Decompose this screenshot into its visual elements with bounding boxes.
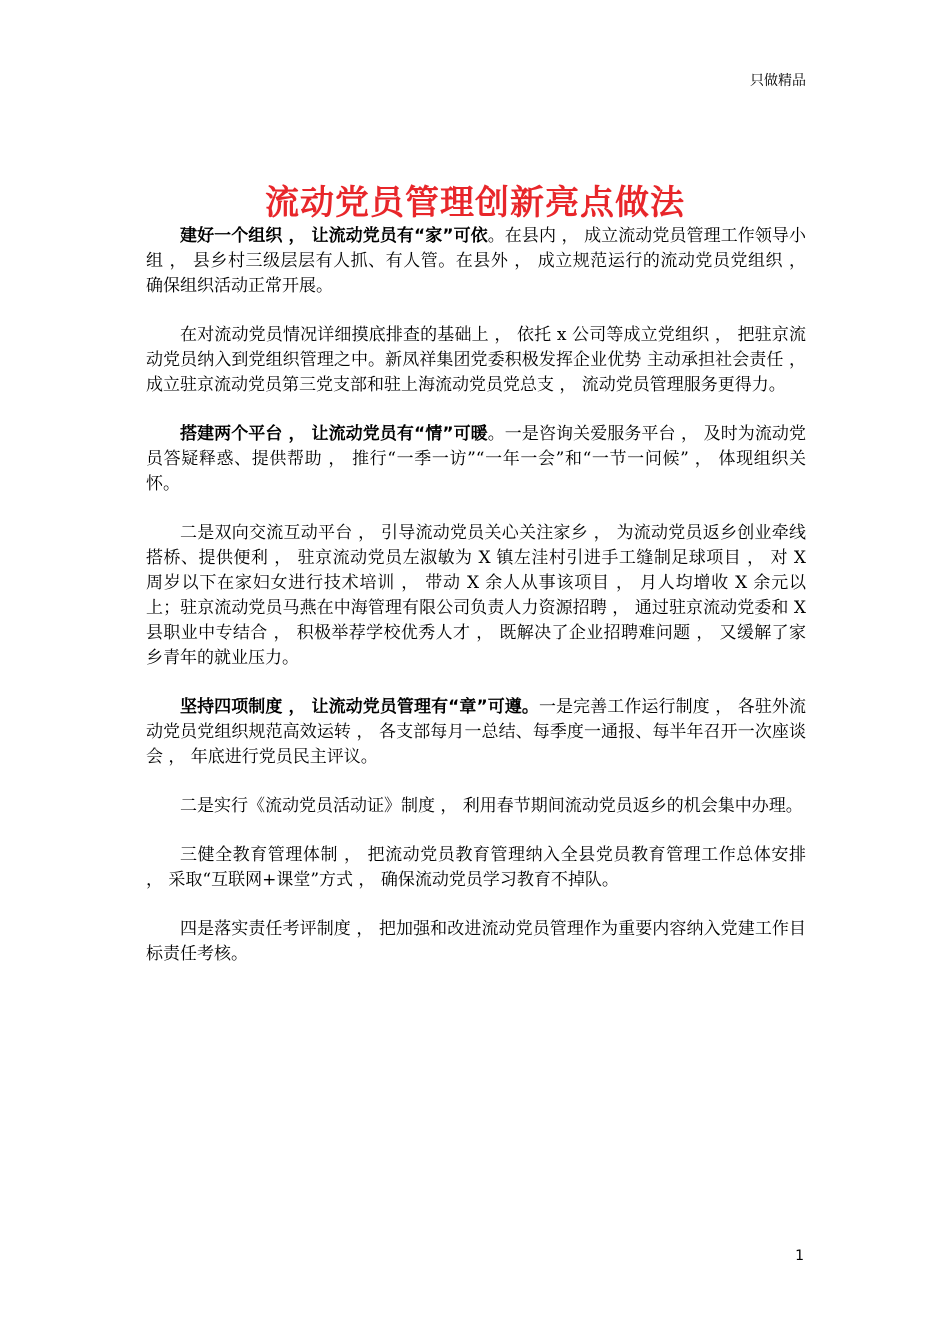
document-body xyxy=(146,224,806,991)
paragraph-text: 二是双向交流互动平台 ， 引导流动党员关心关注家乡 ， 为流动党员返乡创业牵线搭桥、提供便利 ， 驻京流动党员左淑敏为 X 镇左洼村引进手工缝制足球项目 ， 对 X 周岁以下在家妇女进行技术培训 ， 带动 X 余人从事该项目 ， 月人均增收 X 余元以上；驻京流动党员马燕在中海管理有限公司负责人力资源招聘 ， 通过驻京流动党委和 X 县职业中专结合 ， 积极举荐学校优秀人才 ， 既解决了企业招聘难问题 ， 又缓解了家乡青年的就业压力。 xyxy=(146,523,806,668)
paragraph-4 xyxy=(146,521,806,671)
paragraph-text: 。一是咨询关爱服务平台 ， 及时为流动党员答疑释惑、提供帮助 ， 推行“一季一访”“一年一会”和“一节一问候” ， 体现组织关怀。 xyxy=(146,424,807,494)
paragraph-lead: 坚持四项制度 ， 让流动党员管理有“章”可遵。 xyxy=(180,697,539,717)
paragraph-text: 四是落实责任考评制度 ， 把加强和改进流动党员管理作为重要内容纳入党建工作目标责任考核。 xyxy=(146,919,806,964)
paragraph-2 xyxy=(146,323,806,398)
document-title: 流动党员管理创新亮点做法 xyxy=(265,182,685,223)
page-number: 1 xyxy=(795,1248,804,1264)
paragraph-5 xyxy=(146,695,806,770)
paragraph-text: 一是完善工作运行制度 ， 各驻外流动党员党组织规范高效运转 ， 各支部每月一总结、每季度一通报、每半年召开一次座谈会 ， 年底进行党员民主评议。 xyxy=(146,697,806,767)
paragraph-6 xyxy=(146,794,806,819)
paragraph-8 xyxy=(146,917,806,967)
header-note: 只做精品 xyxy=(750,73,806,89)
paragraph-text: 。在县内 ， 成立流动党员管理工作领导小组 ， 县乡村三级层层有人抓、有人管。在县外 ， 成立规范运行的流动党员党组织 ， 确保组织活动正常开展。 xyxy=(146,226,807,296)
paragraph-lead: 搭建两个平台 ， 让流动党员有“情”可暖 xyxy=(180,424,488,444)
paragraph-text: 二是实行《流动党员活动证》制度 ， 利用春节期间流动党员返乡的机会集中办理。 xyxy=(180,796,803,816)
paragraph-1 xyxy=(146,224,806,299)
paragraph-3 xyxy=(146,422,806,497)
paragraph-text: 三健全教育管理体制 ， 把流动党员教育管理纳入全县党员教育管理工作总体安排 ， 采取“互联网+课堂”方式 ， 确保流动党员学习教育不掉队。 xyxy=(146,845,806,890)
paragraph-7 xyxy=(146,843,806,893)
paragraph-lead: 建好一个组织 ， 让流动党员有“家”可依 xyxy=(180,226,488,246)
paragraph-text: 在对流动党员情况详细摸底排查的基础上 ， 依托 x 公司等成立党组织 ， 把驻京流动党员纳入到党组织管理之中。新凤祥集团党委积极发挥企业优势 主动承担社会责任 ， 成立驻京流动党员第三党支部和驻上海流动党员党总支 ， 流动党员管理服务更得力。 xyxy=(146,325,806,395)
